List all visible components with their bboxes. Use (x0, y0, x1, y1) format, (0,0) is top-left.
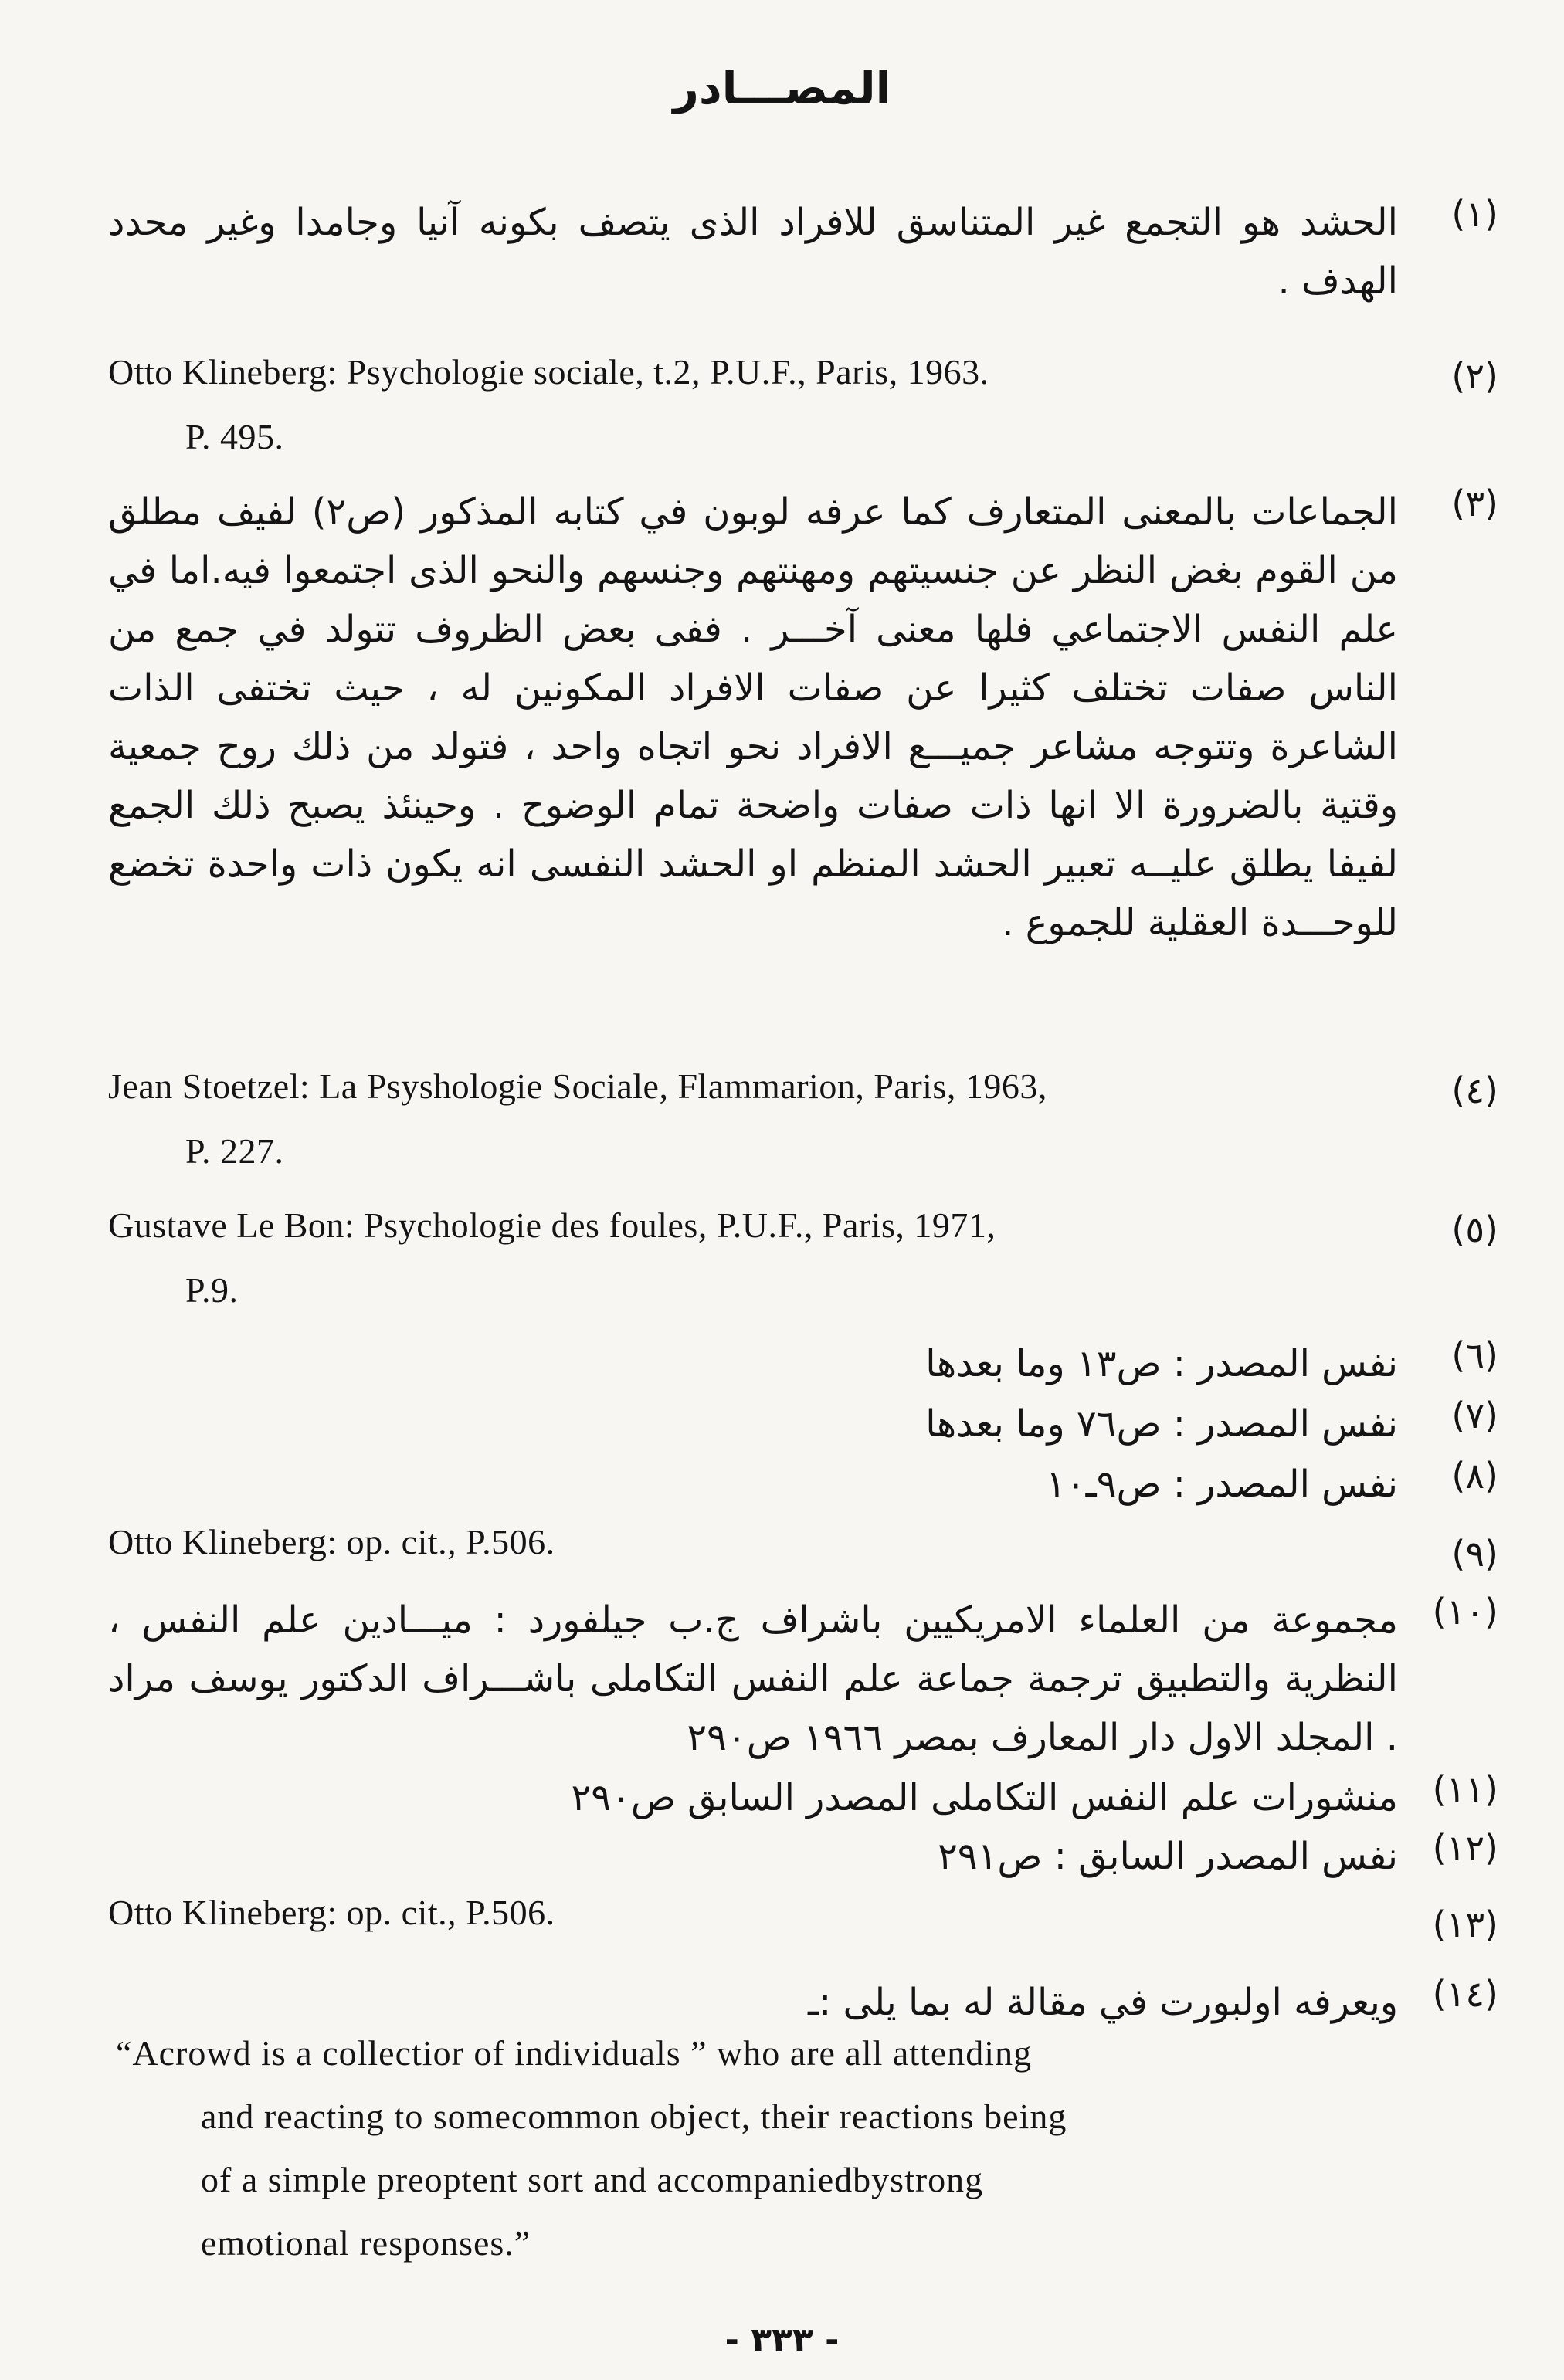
footnote-6 (108, 1334, 1498, 1393)
footnote-text: ويعرفه اولبورت في مقالة له بما يلى :ـ (808, 1981, 1398, 2024)
footnote-9 (108, 1510, 1498, 1575)
quote-line: emotional responses.” (201, 2223, 531, 2263)
footnote-number: (١٠) (1432, 1591, 1498, 1632)
footnote-number: (٦) (1451, 1334, 1498, 1376)
footnote-11 (108, 1768, 1498, 1827)
footnote-1 (108, 193, 1498, 310)
footnote-number: (٧) (1451, 1395, 1498, 1436)
footnote-citation (108, 1880, 1398, 1945)
footnote-text: الحشد هو التجمع غير المتناسق للافراد الذى يتصف بكونه آنيا وجامدا وغير محدد الهدف . (108, 201, 1398, 303)
footnote-number: (١٢) (1432, 1827, 1498, 1869)
footnote-12 (108, 1827, 1498, 1886)
footnote-number: (١٤) (1432, 1973, 1498, 2015)
footnote-number: (٣) (1451, 483, 1498, 524)
footnote-citation (108, 1054, 1398, 1184)
citation-line: Otto Klineberg: Psychologie sociale, t.2, P.U.F., Paris, 1963. (108, 352, 989, 392)
footnote-number: (٥) (1451, 1209, 1498, 1250)
footnote-8 (108, 1455, 1498, 1514)
footnote-13 (108, 1880, 1498, 1945)
footnote-number: (٢) (1451, 355, 1498, 397)
citation-page: P. 227. (185, 1131, 284, 1171)
quote-line: “Acrowd is a collectior of individuals ” who are all attending (116, 2033, 1033, 2073)
footnote-number: (٨) (1451, 1455, 1498, 1497)
footnote-4 (108, 1054, 1498, 1184)
footnote-5 (108, 1193, 1498, 1323)
citation-line: Gustave Le Bon: Psychologie des foules, P.U.F., Paris, 1971, (108, 1205, 996, 1245)
footnote-text: مجموعة من العلماء الامريكيين باشراف ج.ب جيلفورد : ميـــادين علم النفس ، النظرية والتطبيق ترجمة جماعة علم النفس التكاملى باشـــراف الدكتور يوسف مراد . المجلد الاول دار المعارف بمصر ١٩٦٦ ص٢٩٠ (108, 1599, 1398, 1759)
footnote-text: نفس المصدر : ص٧٦ وما بعدها (925, 1402, 1398, 1446)
citation-page: P. 495. (185, 417, 284, 456)
page-number: - ٣٣٣ - (724, 2321, 840, 2360)
footnote-number: (١٣) (1432, 1904, 1498, 1945)
footnote-text: نفس المصدر السابق : ص٢٩١ (938, 1835, 1398, 1878)
footnote-citation (108, 1510, 1398, 1575)
footnote-text: نفس المصدر : ص١٣ وما بعدها (925, 1342, 1398, 1385)
citation-page: P.9. (185, 1270, 239, 1310)
footnote-number: (١١) (1432, 1768, 1498, 1810)
footnote-10 (108, 1591, 1498, 1767)
page-title: المصـــادر (673, 62, 891, 114)
quote-line: and reacting to somecommon object, their reactions being (201, 2097, 1067, 2136)
citation-line: Otto Klineberg: op. cit., P.506. (108, 1522, 555, 1561)
footnote-2 (108, 340, 1498, 470)
quote-line: of a simple preoptent sort and accompaniedbystrong (201, 2160, 984, 2199)
allport-quotation (116, 2022, 1352, 2275)
footnote-citation (108, 1193, 1398, 1323)
footnote-text: الجماعات بالمعنى المتعارف كما عرفه لوبون في كتابه المذكور (ص٢) لفيف مطلق من القوم بغض النظر عن جنسيتهم ومهنتهم وجنسهم والنحو الذى اجتمعوا فيه.اما في علم النفس الاجتماعي فلها معنى آخـــر . ففى بعض الظروف تتولد في جمع من الناس صفات تختلف كثيرا عن صفات الافراد المكونين له ، حيث تختفى الذات الشاعرة وتتوجه مشاعر جميـــع الافراد نحو اتجاه واحد ، فتولد من ذلك روح جمعية وقتية بالضرورة الا انها ذات صفات واضحة تمام الوضوح . وحينئذ يصبح ذلك الجمع لفيفا يطلق عليــه تعبير الحشد المنظم او الحشد النفسى انه يكون ذات واحدة تخضع للوحـــدة العقلية للجموع . (108, 490, 1399, 944)
footnote-text: منشورات علم النفس التكاملى المصدر السابق ص٢٩٠ (571, 1776, 1398, 1819)
footnote-7 (108, 1395, 1498, 1453)
footnote-text: نفس المصدر : ص٩ـ١٠ (1046, 1463, 1398, 1506)
footnote-citation (108, 340, 1398, 470)
citation-line: Otto Klineberg: op. cit., P.506. (108, 1893, 555, 1932)
footnote-number: (٤) (1451, 1070, 1498, 1111)
footnote-3 (108, 483, 1498, 952)
footnote-number: (١) (1451, 193, 1498, 235)
footnote-number: (٩) (1451, 1533, 1498, 1575)
citation-line: Jean Stoetzel: La Psyshologie Sociale, Flammarion, Paris, 1963, (108, 1066, 1047, 1106)
